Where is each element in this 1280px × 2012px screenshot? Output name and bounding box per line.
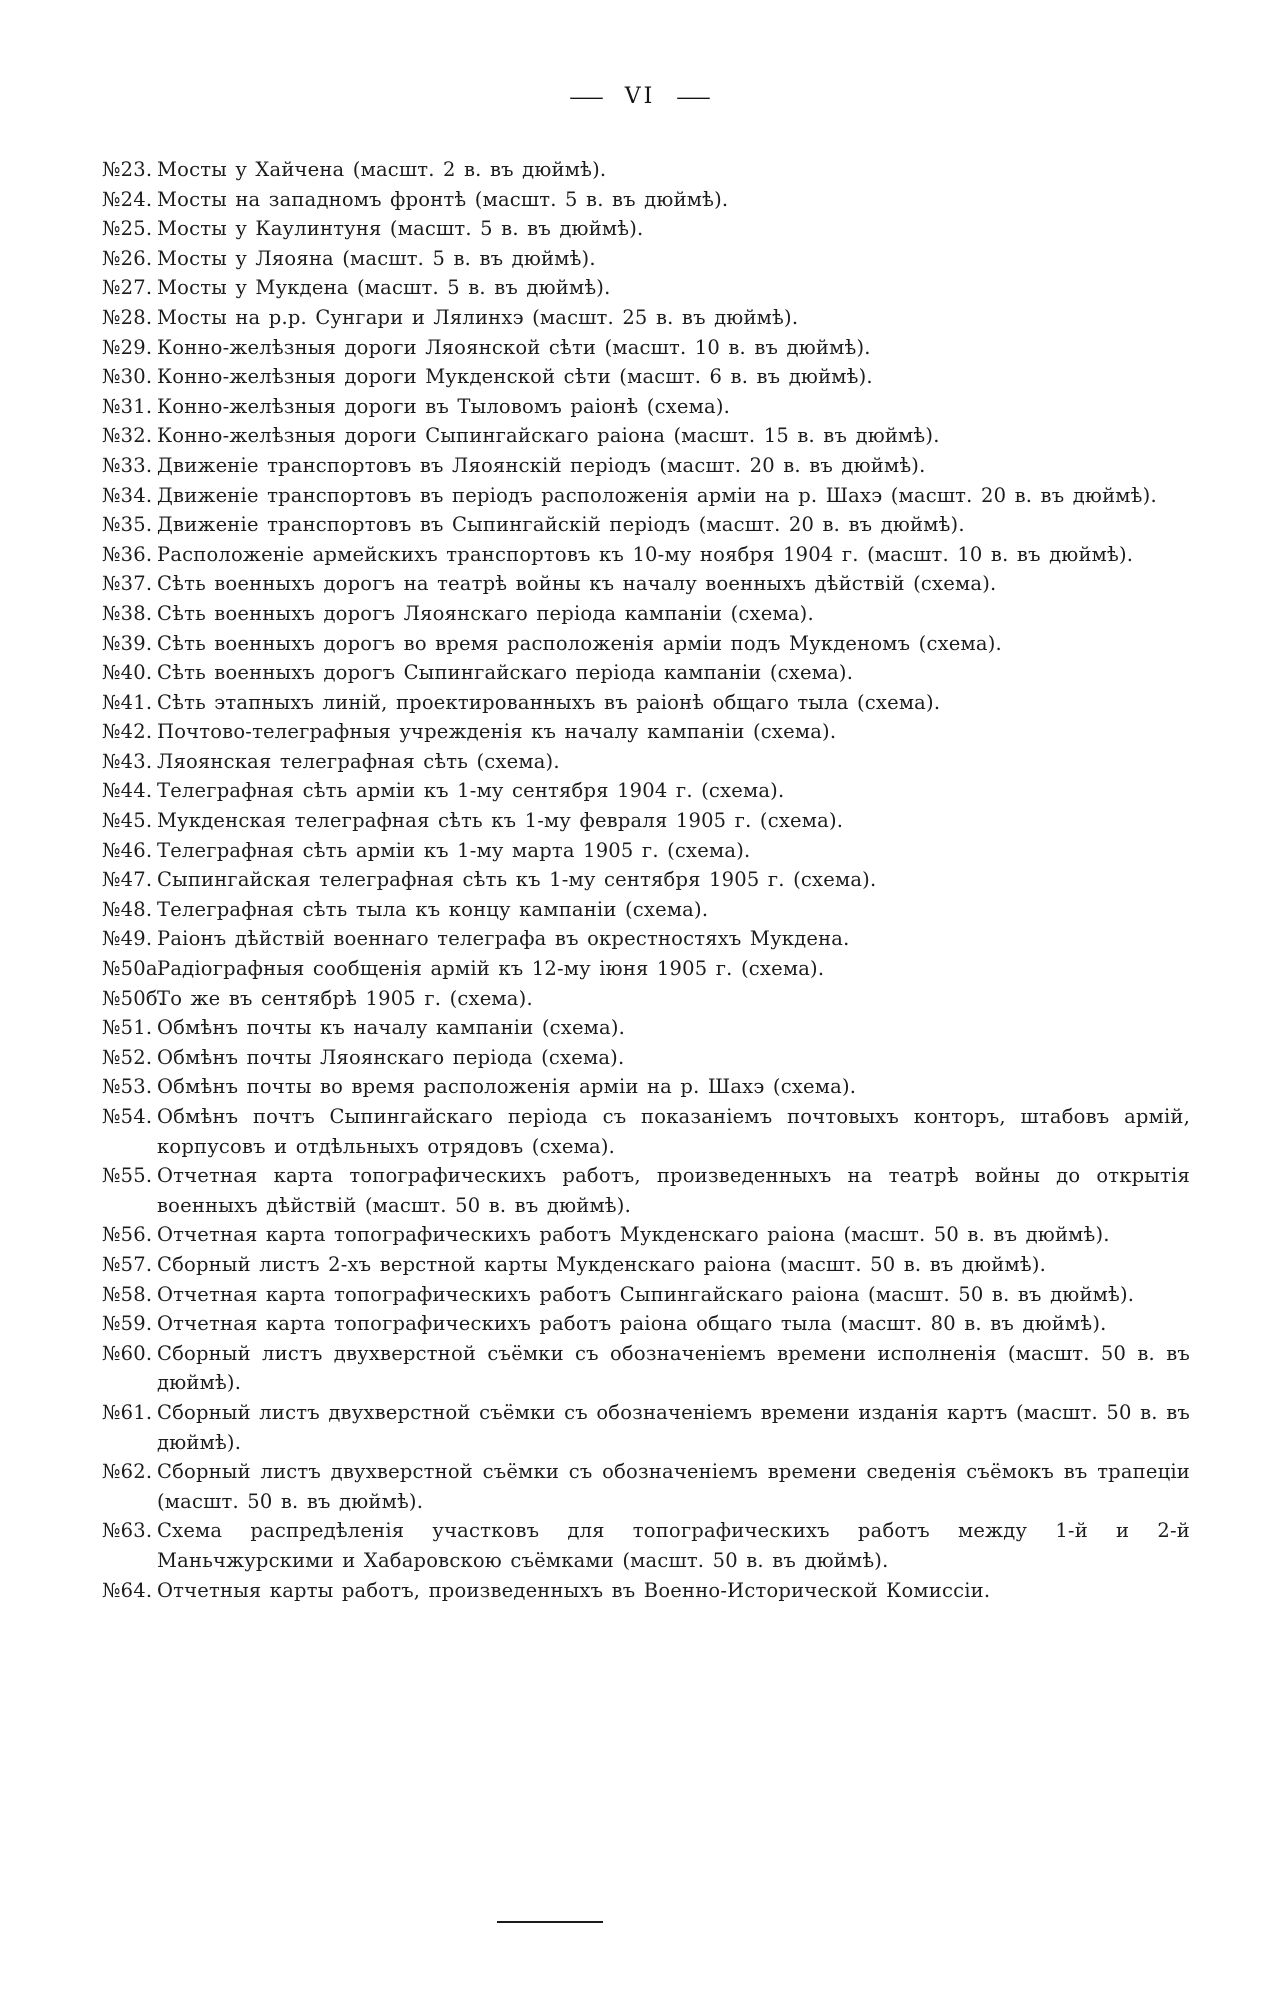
item-number-value: 51. [120,1016,153,1040]
item-number [102,984,165,1014]
item-number-value: 37. [120,572,153,596]
item-text: Отчетная карта топографическихъ работъ раіона общаго тыла (масшт. 80 в. въ дюймѣ). [157,1312,1107,1336]
item-text: Движеніе транспортовъ въ Сыпингайскій періодъ (масшт. 20 в. въ дюймѣ). [157,513,965,537]
item-number-value: 43. [120,749,153,773]
list-item [100,303,1190,333]
item-number-value: 42. [120,720,153,744]
item-text: Конно-желѣзныя дороги Ляоянской сѣти (масшт. 10 в. въ дюймѣ). [157,335,871,359]
numero-sign: № [102,809,121,833]
list-item [100,214,1190,244]
item-text: Мосты у Ляояна (масшт. 5 в. въ дюймѣ). [157,246,596,270]
item-number-value: 64. [120,1578,153,1602]
item-text: Движеніе транспортовъ въ Ляоянскій періодъ (масшт. 20 в. въ дюймѣ). [157,453,926,477]
item-number [102,1280,153,1310]
numero-sign: № [102,1282,121,1306]
item-text: Обмѣнъ почты во время расположенія арміи на р. Шахэ (схема). [157,1075,857,1099]
item-number-value: 27. [120,276,153,300]
item-number [102,1398,153,1428]
numero-sign: № [102,1075,121,1099]
numero-sign: № [102,1460,121,1484]
item-number [102,1309,153,1339]
item-number-value: 45. [120,809,153,833]
list-item [100,155,1190,185]
list-item [100,1516,1190,1575]
item-number [102,1576,153,1606]
list-item [100,1309,1190,1339]
list-item [100,658,1190,688]
item-number [102,392,153,422]
item-number-value: 49. [120,927,153,951]
numero-sign: № [102,1105,121,1128]
item-number-value: 56. [120,1223,153,1247]
item-text: Телеграфная сѣть арміи къ 1-му сентября 1904 г. (схема). [157,779,785,803]
item-text: Мукденская телеграфная сѣть къ 1-му февраля 1905 г. (схема). [157,809,844,833]
item-number [102,1043,153,1073]
item-number [102,924,153,954]
item-text: Раіонъ дѣйствій военнаго телеграфа въ окрестностяхъ Мукдена. [157,927,850,951]
item-number-value: 24. [120,187,153,211]
header-dash-right: — [675,84,712,109]
numero-sign: № [102,1164,121,1188]
numero-sign: № [102,246,121,270]
item-number [102,776,153,806]
numero-sign: № [102,158,121,181]
item-number [102,806,153,836]
item-text: Отчетная карта топографическихъ работъ, произведенныхъ на театрѣ войны до открытія военныхъ дѣйствій (масшт. 50 в. въ дюймѣ). [157,1164,1190,1217]
list-item [100,836,1190,866]
item-text: Радіографныя сообщенія армій къ 12-му іюня 1905 г. (схема). [157,957,825,981]
item-text: Сѣть этапныхъ линій, проектированныхъ въ раіонѣ общаго тыла (схема). [157,690,941,714]
item-text: Сѣть военныхъ дорогъ Сыпингайскаго періода кампаніи (схема). [157,661,854,685]
list-item [100,747,1190,777]
item-text: Расположеніе армейскихъ транспортовъ къ 10-му ноября 1904 г. (масшт. 10 в. въ дюймѣ). [157,542,1134,566]
list-item [100,273,1190,303]
item-text: Мосты у Каулинтуня (масшт. 5 в. въ дюймѣ). [157,217,644,241]
numero-sign: № [102,927,121,951]
item-number [102,954,165,984]
item-number [102,688,153,718]
item-number-value: 50б. [120,986,165,1010]
item-number-value: 29. [120,335,153,359]
numero-sign: № [102,1341,121,1365]
numero-sign: № [102,217,121,241]
item-number [102,1516,153,1546]
list-item [100,1339,1190,1398]
item-text: То же въ сентябрѣ 1905 г. (схема). [157,986,533,1010]
item-number-value: 63. [120,1519,153,1543]
numero-sign: № [102,661,121,685]
item-number-value: 53. [120,1075,153,1099]
item-number-value: 55. [120,1164,153,1188]
item-number-value: 28. [120,305,153,329]
item-text: Мосты на западномъ фронтѣ (масшт. 5 в. въ дюймѣ). [157,187,729,211]
item-text: Отчетныя карты работъ, произведенныхъ въ Военно-Исторической Комиссіи. [157,1578,991,1602]
list-item [100,540,1190,570]
item-number-value: 44. [120,779,153,803]
header-dash-left: — [568,84,605,109]
item-text: Сборный листъ двухверстной съёмки съ обозначеніемъ времени изданія картъ (масшт. 50 в. въ дюймѣ). [157,1400,1190,1454]
item-text: Сборный листъ 2-хъ верстной карты Мукденскаго раіона (масшт. 50 в. въ дюймѣ). [157,1252,1047,1276]
item-number-value: 52. [120,1045,153,1069]
list-item [100,185,1190,215]
list-item [100,333,1190,363]
item-number-value: 59. [120,1312,153,1336]
list-item [100,1013,1190,1043]
list-item [100,865,1190,895]
item-text: Отчетная карта топографическихъ работъ Сыпингайскаго раіона (масшт. 50 в. въ дюймѣ). [157,1282,1135,1306]
numero-sign: № [102,720,121,744]
item-number [102,1072,153,1102]
numero-sign: № [102,1045,121,1069]
item-number [102,362,153,392]
item-text: Конно-желѣзныя дороги въ Тыловомъ раіонѣ (схема). [157,394,731,418]
list-item [100,1161,1190,1220]
item-number [102,1161,153,1191]
item-number [102,1250,153,1280]
list-item [100,599,1190,629]
list-item [100,244,1190,274]
item-number [102,244,153,274]
item-number [102,451,153,481]
numero-sign: № [102,572,121,596]
numero-sign: № [102,1400,121,1424]
list-item [100,776,1190,806]
item-number-value: 35. [120,513,153,537]
item-number [102,1102,153,1132]
item-number [102,599,153,629]
list-item [100,806,1190,836]
numero-sign: № [102,1578,121,1602]
item-text: Телеграфная сѣть тыла къ концу кампаніи (схема). [157,897,709,921]
item-text: Сборный листъ двухверстной съёмки съ обозначеніемъ времени исполненія (масшт. 50 в. въ дюймѣ). [157,1341,1190,1395]
item-text: Обмѣнъ почты къ началу кампаніи (схема). [157,1016,626,1040]
list-item [100,392,1190,422]
item-text: Движеніе транспортовъ въ періодъ расположенія арміи на р. Шахэ (масшт. 20 в. въ дюймѣ). [157,483,1157,507]
list-item [100,717,1190,747]
item-text: Сборный листъ двухверстной съёмки съ обозначеніемъ времени сведенія съёмокъ въ трапеціи (масшт. 50 в. въ дюймѣ). [157,1460,1190,1513]
numero-sign: № [102,749,121,773]
item-number [102,836,153,866]
item-text: Сѣть военныхъ дорогъ во время расположенія арміи подъ Мукденомъ (схема). [157,631,1002,655]
page-number: VI [624,84,656,109]
list-item [100,421,1190,451]
item-text: Сѣть военныхъ дорогъ Ляоянскаго періода кампаніи (схема). [157,601,814,625]
item-number [102,421,153,451]
list-item [100,688,1190,718]
item-text: Почтово-телеграфныя учрежденія къ началу кампаніи (схема). [157,720,837,744]
item-number [102,510,153,540]
list-item [100,924,1190,954]
item-number-value: 39. [120,631,153,655]
map-list [100,155,1190,1605]
item-number [102,895,153,925]
item-text: Мосты на р.р. Сунгари и Лялинхэ (масшт. 25 в. въ дюймѣ). [157,305,799,329]
item-number [102,658,153,688]
numero-sign: № [102,986,121,1010]
list-item [100,1250,1190,1280]
numero-sign: № [102,1252,121,1276]
numero-sign: № [102,779,121,803]
item-number [102,155,153,185]
item-number [102,1457,153,1487]
list-item [100,569,1190,599]
item-text: Схема распредѣленія участковъ для топографическихъ работъ между 1-й и 2-й Маньчжурскими и Хабаровскою съёмками (масшт. 50 в. въ дюймѣ). [157,1519,1190,1572]
item-number-value: 32. [120,424,153,448]
numero-sign: № [102,601,121,625]
item-number-value: 48. [120,897,153,921]
numero-sign: № [102,631,121,655]
item-number-value: 46. [120,838,153,862]
numero-sign: № [102,276,121,300]
item-number-value: 60. [120,1341,153,1365]
list-item [100,481,1190,511]
item-text: Конно-желѣзныя дороги Сыпингайскаго раіона (масшт. 15 в. въ дюймѣ). [157,424,940,448]
list-item [100,1457,1190,1516]
numero-sign: № [102,305,121,329]
numero-sign: № [102,1223,121,1247]
item-number [102,1013,153,1043]
numero-sign: № [102,542,121,566]
numero-sign: № [102,1519,121,1543]
item-number-value: 62. [120,1460,153,1484]
end-rule [497,1921,603,1923]
list-item [100,1280,1190,1310]
item-number [102,865,153,895]
item-text: Отчетная карта топографическихъ работъ Мукденскаго раіона (масшт. 50 в. въ дюймѣ). [157,1223,1110,1247]
item-text: Обмѣнъ почтъ Сыпингайскаго періода съ показаніемъ почтовыхъ конторъ, штабовъ армій, корпусовъ и отдѣльныхъ отрядовъ (схема). [157,1105,1190,1158]
item-number-value: 50а. [120,957,165,981]
item-number-value: 31. [120,394,153,418]
numero-sign: № [102,335,121,359]
numero-sign: № [102,394,121,418]
list-item [100,1398,1190,1457]
numero-sign: № [102,453,121,477]
list-item [100,1102,1190,1161]
item-number-value: 36. [120,542,153,566]
item-text: Сѣть военныхъ дорогъ на театрѣ войны къ началу военныхъ дѣйствій (схема). [157,572,997,596]
numero-sign: № [102,513,121,537]
item-number-value: 30. [120,365,153,389]
item-number-value: 25. [120,217,153,241]
numero-sign: № [102,897,121,921]
item-number-value: 26. [120,246,153,270]
numero-sign: № [102,838,121,862]
numero-sign: № [102,424,121,448]
list-item [100,1220,1190,1250]
item-number [102,214,153,244]
item-text: Ляоянская телеграфная сѣть (схема). [157,749,560,773]
item-text: Мосты у Мукдена (масшт. 5 в. въ дюймѣ). [157,276,611,300]
numero-sign: № [102,187,121,211]
list-item [100,895,1190,925]
item-number [102,273,153,303]
item-number [102,185,153,215]
item-number-value: 54. [120,1105,153,1128]
list-item [100,984,1190,1014]
list-item [100,1576,1190,1606]
item-number [102,629,153,659]
item-number-value: 57. [120,1252,153,1276]
item-number [102,717,153,747]
item-number-value: 41. [120,690,153,714]
item-number-value: 34. [120,483,153,507]
item-text: Телеграфная сѣть арміи къ 1-му марта 1905 г. (схема). [157,838,751,862]
page-header [0,84,1280,109]
numero-sign: № [102,1016,121,1040]
item-number-value: 38. [120,601,153,625]
list-item [100,510,1190,540]
item-number-value: 40. [120,661,153,685]
item-text: Сыпингайская телеграфная сѣть къ 1-му сентября 1905 г. (схема). [157,868,877,892]
item-number [102,569,153,599]
item-number [102,1339,153,1369]
item-number [102,481,153,511]
numero-sign: № [102,483,121,507]
list-item [100,954,1190,984]
item-number [102,540,153,570]
numero-sign: № [102,957,121,981]
item-text: Обмѣнъ почты Ляоянскаго періода (схема). [157,1045,625,1069]
item-number [102,747,153,777]
item-number [102,333,153,363]
item-number [102,1220,153,1250]
numero-sign: № [102,365,121,389]
list-item [100,451,1190,481]
item-number-value: 47. [120,868,153,892]
item-text: Конно-желѣзныя дороги Мукденской сѣти (масшт. 6 в. въ дюймѣ). [157,365,873,389]
list-item [100,362,1190,392]
numero-sign: № [102,690,121,714]
item-number-value: 61. [120,1400,153,1424]
list-item [100,1043,1190,1073]
list-item [100,1072,1190,1102]
list-item [100,629,1190,659]
numero-sign: № [102,868,121,892]
numero-sign: № [102,1312,121,1336]
item-number [102,303,153,333]
item-number-value: 23. [120,158,153,181]
item-number-value: 33. [120,453,153,477]
item-number-value: 58. [120,1282,153,1306]
item-text: Мосты у Хайчена (масшт. 2 в. въ дюймѣ). [157,158,607,181]
